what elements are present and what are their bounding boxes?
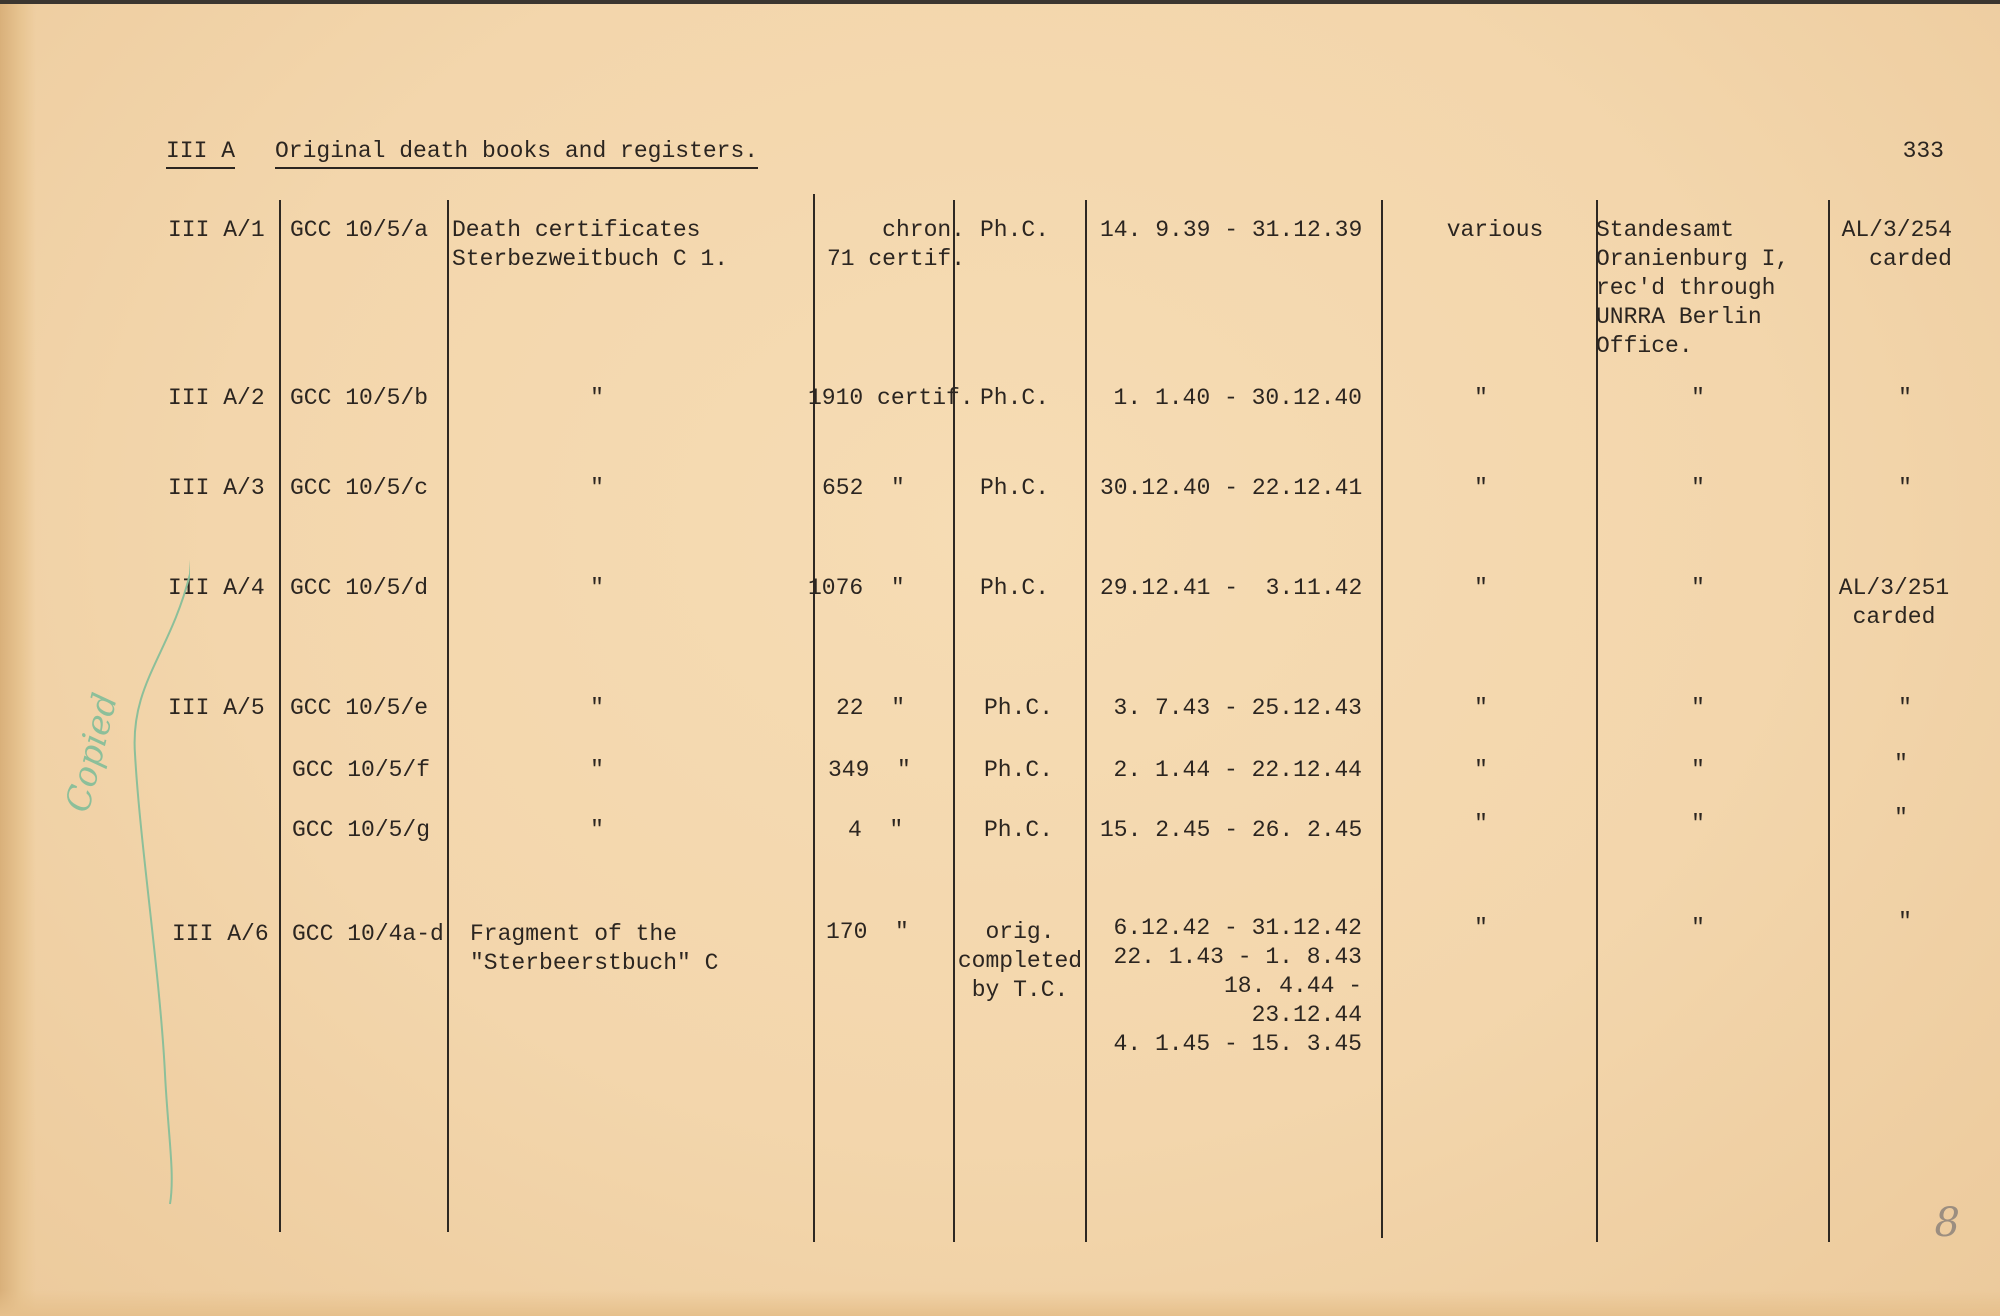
row-type: orig. completed by T.C. xyxy=(957,919,1083,1003)
row-file: GCC 10/5/c xyxy=(290,475,429,501)
row-ref: III A/1 xyxy=(168,217,265,243)
column-rule xyxy=(279,200,281,1232)
row-source: " xyxy=(1691,757,1705,783)
row-place: " xyxy=(1474,811,1488,837)
row-place: " xyxy=(1474,475,1488,501)
row-source: Standesamt Oranienburg I, rec'd through UNRRA Berlin Office. xyxy=(1596,217,1790,359)
margin-note-text: Copied xyxy=(57,689,127,817)
row-al-ref: " xyxy=(1898,695,1912,721)
row-place: " xyxy=(1474,575,1488,601)
row-count: 22 " xyxy=(836,695,906,721)
column-rule xyxy=(1381,200,1383,1238)
margin-bracket-stroke xyxy=(135,514,190,1204)
row-al-ref: " xyxy=(1898,909,1912,935)
row-type: Ph.C. xyxy=(980,217,1050,243)
row-place: " xyxy=(1474,915,1488,941)
row-al-ref: AL/3/254 carded xyxy=(1841,217,1952,272)
row-description: " xyxy=(590,695,604,721)
page-number: 333 xyxy=(1902,138,1944,164)
row-dates: 1. 1.40 - 30.12.40 xyxy=(1113,385,1362,411)
row-file: GCC 10/5/g xyxy=(292,817,431,843)
row-ref: III A/2 xyxy=(168,385,265,411)
row-count: 349 " xyxy=(828,757,911,783)
row-ref: III A/4 xyxy=(168,575,265,601)
row-place: " xyxy=(1474,695,1488,721)
row-count: 1910 certif. xyxy=(808,385,974,411)
row-source: " xyxy=(1691,695,1705,721)
row-dates: 14. 9.39 - 31.12.39 xyxy=(1100,217,1363,243)
row-file: GCC 10/5/a xyxy=(290,217,429,243)
column-rule xyxy=(1085,200,1087,1242)
row-source: " xyxy=(1691,811,1705,837)
row-dates: 6.12.42 - 31.12.42 22. 1.43 - 1. 8.43 18. 4.44 - 23.12.44 4. 1.45 - 15. 3.45 xyxy=(1113,915,1362,1057)
row-dates: 29.12.41 - 3.11.42 xyxy=(1100,575,1363,601)
row-place: various xyxy=(1446,217,1544,243)
row-count: 1076 " xyxy=(808,575,905,601)
row-type: Ph.C. xyxy=(984,817,1054,843)
row-description: Death certificates Sterbezweitbuch C 1. xyxy=(452,217,729,272)
row-description: Fragment of the "Sterbeerstbuch" C xyxy=(470,921,719,976)
row-source: " xyxy=(1691,915,1705,941)
row-al-ref: " xyxy=(1894,751,1908,777)
row-source: " xyxy=(1691,575,1705,601)
handwritten-margin-note xyxy=(50,514,190,1214)
row-al-ref: " xyxy=(1898,385,1912,411)
row-count: 170 " xyxy=(826,919,909,945)
row-dates: 15. 2.45 - 26. 2.45 xyxy=(1100,817,1363,843)
row-ref: III A/3 xyxy=(168,475,265,501)
row-type: Ph.C. xyxy=(980,475,1050,501)
row-file: GCC 10/5/d xyxy=(290,575,429,601)
row-description: " xyxy=(590,385,604,411)
row-file: GCC 10/5/b xyxy=(290,385,429,411)
row-type: Ph.C. xyxy=(980,575,1050,601)
section-label: III A xyxy=(166,137,235,169)
row-type: Ph.C. xyxy=(980,385,1050,411)
row-file: GCC 10/5/e xyxy=(290,695,429,721)
row-dates: 30.12.40 - 22.12.41 xyxy=(1100,475,1363,501)
row-ref: III A/5 xyxy=(168,695,265,721)
row-ref: III A/6 xyxy=(172,921,269,947)
row-source: " xyxy=(1691,475,1705,501)
row-count: 4 " xyxy=(848,817,904,843)
row-count: 652 " xyxy=(822,475,905,501)
column-rule xyxy=(1828,200,1830,1242)
page-title: Original death books and registers. xyxy=(275,137,758,169)
pencil-page-mark: 8 xyxy=(1934,1200,1960,1246)
row-description: " xyxy=(590,475,604,501)
row-count: chron. 71 certif. xyxy=(826,217,965,272)
row-type: Ph.C. xyxy=(984,757,1054,783)
row-place: " xyxy=(1474,385,1488,411)
row-file: GCC 10/5/f xyxy=(292,757,431,783)
row-al-ref: " xyxy=(1898,475,1912,501)
column-rule xyxy=(447,200,449,1232)
column-rule xyxy=(813,194,815,1242)
row-description: " xyxy=(590,757,604,783)
row-dates: 3. 7.43 - 25.12.43 xyxy=(1113,695,1362,721)
column-rule xyxy=(953,200,955,1242)
row-file: GCC 10/4a-d xyxy=(292,921,444,947)
row-al-ref: AL/3/251 carded xyxy=(1838,575,1950,630)
row-description: " xyxy=(590,575,604,601)
row-dates: 2. 1.44 - 22.12.44 xyxy=(1113,757,1362,783)
row-type: Ph.C. xyxy=(984,695,1054,721)
row-source: " xyxy=(1691,385,1705,411)
row-description: " xyxy=(590,817,604,843)
row-place: " xyxy=(1474,757,1488,783)
row-al-ref: " xyxy=(1894,805,1908,831)
